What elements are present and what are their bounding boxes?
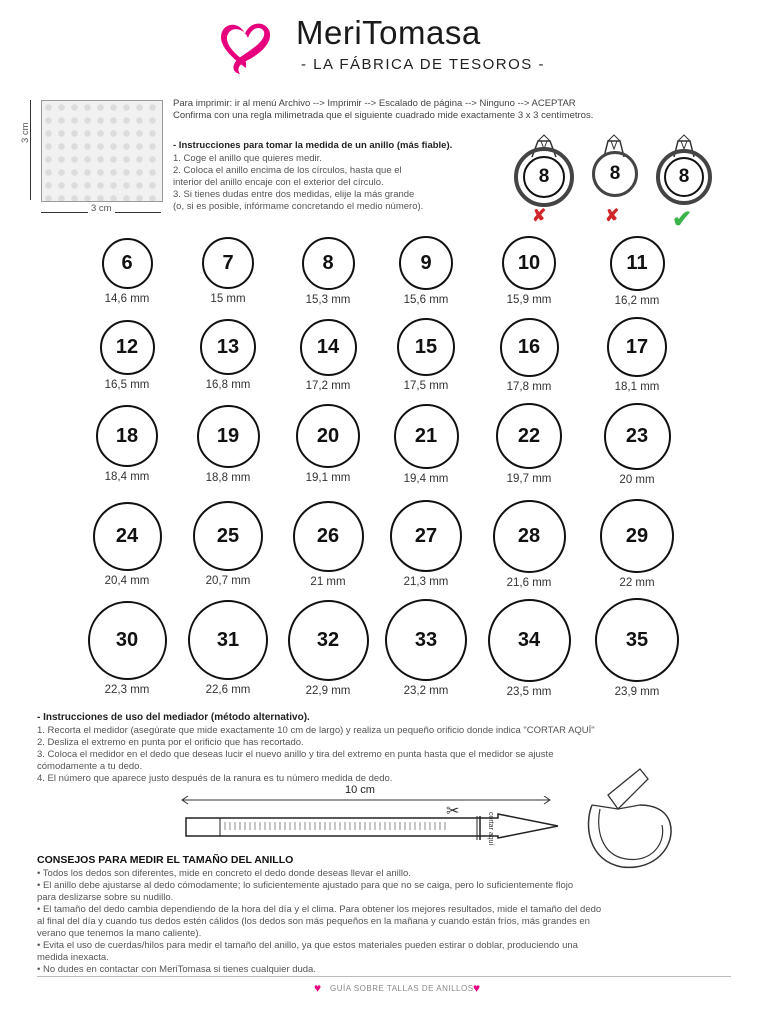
ring-example-too-small [510,133,578,209]
measure-ring-title: - Instrucciones para tomar la medida de un anillo (más fiable). [173,140,453,151]
ring-size-mm-label: 17,2 mm [305,379,351,392]
ring-example-correct [652,133,716,209]
measure-ring-step-2b: interior del anillo encaje con el exterior del círculo. [173,177,384,188]
ring-size-circle: 15 [397,318,455,376]
ring-size-mm-label: 16,8 mm [205,379,251,391]
ring-size-mm-label: 22 mm [619,577,655,589]
ring-size-circle: 6 [102,238,153,289]
ring-example-size: 8 [609,163,621,184]
measure-ring-step-3: 3. Si tienes dudas entre dos medidas, elije la más grande [173,189,415,200]
scissors-icon: ✂ [446,803,460,820]
ring-size-mm-label: 22,3 mm [104,683,150,696]
ring-size-circle: 8 [302,237,355,290]
ring-size-circle: 27 [390,500,462,572]
ring-example-too-big [584,133,644,209]
square-side-label: 3 cm [20,122,31,143]
ring-size-mm-label: 19,4 mm [403,472,449,485]
ring-size-circle: 23 [604,403,671,470]
mediador-step-3b: cómodamente a tu dedo. [37,761,143,772]
ring-size-circle: 19 [197,405,260,468]
brand-tagline: - LA FÁBRICA DE TESOROS - [301,56,545,73]
ring-size-circle: 14 [300,319,357,376]
footer-heart-icon: ♥ [473,981,481,995]
ring-size-circle: 12 [100,320,155,375]
ring-size-mm-label: 20 mm [619,473,655,486]
print-instruction-1: Para imprimir: ir al menú Archivo --> Imprimir --> Escalado de página --> Ninguno --> ACEPTAR [173,98,576,109]
mediador-step-4: 4. El número que aparece justo después de la ranura es tu número medida de dedo. [37,773,393,784]
wrong-mark-icon: ✘ [605,206,620,225]
ring-size-circle: 30 [88,601,167,680]
ring-size-circle: 9 [399,236,453,290]
ring-size-circle: 24 [93,502,162,571]
footer-divider [37,976,731,977]
ring-size-circle: 35 [595,598,679,682]
consejos-line: medida inexacta. [37,952,109,963]
ring-size-mm-label: 18,1 mm [614,381,660,393]
ring-size-mm-label: 18,8 mm [205,471,251,484]
ring-size-circle: 13 [200,319,256,375]
ring-size-mm-label: 15,3 mm [305,293,351,306]
print-instruction-2: Confirma con una regla milimetrada que el siguiente cuadrado mide exactamente 3 x 3 centímetros. [173,110,594,121]
ring-example-circle [592,151,638,197]
ring-size-mm-label: 18,4 mm [104,471,150,483]
consejos-line: al final del día y cuando tus dedos estén cálidos (los dedos son más pequeños en la mañana y cuando están fríos, más grandes en [37,916,590,927]
ring-size-circle: 22 [496,403,562,469]
measure-ring-step-3b: (o, si es posible, infórmame concretando el medio número). [173,201,424,212]
mediador-step-2: 2. Desliza el extremo en punta por el orificio que has recortado. [37,737,304,748]
heart-logo-icon [216,16,276,78]
ring-size-mm-label: 21,6 mm [506,576,552,589]
mediador-length-label: 10 cm [345,784,375,796]
wrong-mark-icon: ✘ [532,206,547,225]
consejos-line: • El anillo debe ajustarse al dedo cómodamente; lo suficientemente ajustado para que no se caiga, pero lo suficientemente flojo [37,880,574,891]
ring-size-circle: 18 [96,405,158,467]
ring-size-mm-label: 20,7 mm [205,575,251,587]
ring-size-circle: 16 [500,318,559,377]
mediador-step-1: 1. Recorta el medidor (asegúrate que mide exactamente 10 cm de largo) y realiza un pequeño orificio donde indica "CORTAR AQUÍ" [37,725,595,736]
ring-size-mm-label: 23,2 mm [403,685,449,697]
ring-size-circle: 11 [610,236,665,291]
ring-example-circle [514,147,574,207]
ring-size-mm-label: 21 mm [310,575,346,588]
ring-size-circle: 29 [600,499,674,573]
ring-example-size: 8 [664,157,704,197]
ring-size-circle: 21 [394,404,459,469]
ring-size-mm-label: 14,6 mm [104,292,150,305]
consejos-line: verano que tenemos la mano caliente). [37,928,202,939]
measure-ring-step-1: 1. Coge el anillo que quieres medir. [173,153,322,164]
consejos-line: • El tamaño del dedo cambia dependiendo de la hora del día y el clima. Para obtener los mejores resultados, mide el tamaño del dedo [37,904,602,915]
mediador-title: - Instrucciones de uso del mediador (método alternativo). [37,712,310,723]
ring-size-circle: 17 [607,317,667,377]
ring-size-mm-label: 23,9 mm [614,686,660,698]
ring-size-mm-label: 15,6 mm [403,294,449,306]
square-bottom-label: 3 cm [88,203,115,214]
check-mark-icon: ✔ [672,206,693,233]
ring-size-circle: 25 [193,501,263,571]
consejos-title: CONSEJOS PARA MEDIR EL TAMAÑO DEL ANILLO [37,854,294,866]
ring-size-mm-label: 19,1 mm [305,472,351,484]
cut-label: cortar aquí [487,812,494,846]
ring-size-mm-label: 15 mm [210,293,246,305]
ring-size-circle: 7 [202,237,254,289]
ring-size-circle: 33 [385,599,467,681]
consejos-line: para deslizarse sobre su nudillo. [37,892,174,903]
ring-size-mm-label: 19,7 mm [506,473,552,485]
ring-size-circle: 28 [493,500,566,573]
ring-size-mm-label: 17,8 mm [506,380,552,393]
mediador-step-3: 3. Coloca el medidor en el dedo que deseas lucir el nuevo anillo y tira del extremo en punta hasta que el medidor se ajuste [37,749,554,760]
ring-size-mm-label: 20,4 mm [104,574,150,587]
calibration-square [41,100,163,202]
ring-size-circle: 26 [293,501,364,572]
footer-heart-icon: ♥ [314,981,322,995]
ring-size-circle: 34 [488,599,571,682]
ring-size-mm-label: 15,9 mm [506,294,552,306]
ring-size-circle: 10 [502,236,556,290]
brand-name: MeriTomasa [296,14,481,51]
consejos-line: • Todos los dedos son diferentes, mide en concreto el dedo donde deseas llevar el anillo. [37,868,411,879]
ring-size-circle: 31 [188,600,268,680]
consejos-line: • No dudes en contactar con MeriTomasa si tienes cualquier duda. [37,964,316,975]
finger-wrap-illustration [578,765,678,875]
ring-example-size: 8 [523,156,565,198]
footer-text: GUÍA SOBRE TALLAS DE ANILLOS [330,984,474,993]
ring-size-mm-label: 16,2 mm [614,294,660,307]
ring-size-circle: 32 [288,600,369,681]
ring-size-mm-label: 17,5 mm [403,380,449,392]
ring-size-mm-label: 22,9 mm [305,684,351,697]
brand-logo [216,16,276,83]
ring-size-mm-label: 16,5 mm [104,378,150,391]
ring-example-circle [656,149,712,205]
consejos-line: • Evita el uso de cuerdas/hilos para medir el tamaño del anillo, ya que estos materiales pueden estirar o doblar, produciendo una [37,940,578,951]
ring-size-mm-label: 22,6 mm [205,684,251,696]
ring-size-mm-label: 23,5 mm [506,685,552,698]
ring-size-mm-label: 21,3 mm [403,576,449,588]
ring-size-circle: 20 [296,404,360,468]
mediador-ruler [180,796,560,846]
measure-ring-step-2: 2. Coloca el anillo encima de los círculos, hasta que el [173,165,402,176]
